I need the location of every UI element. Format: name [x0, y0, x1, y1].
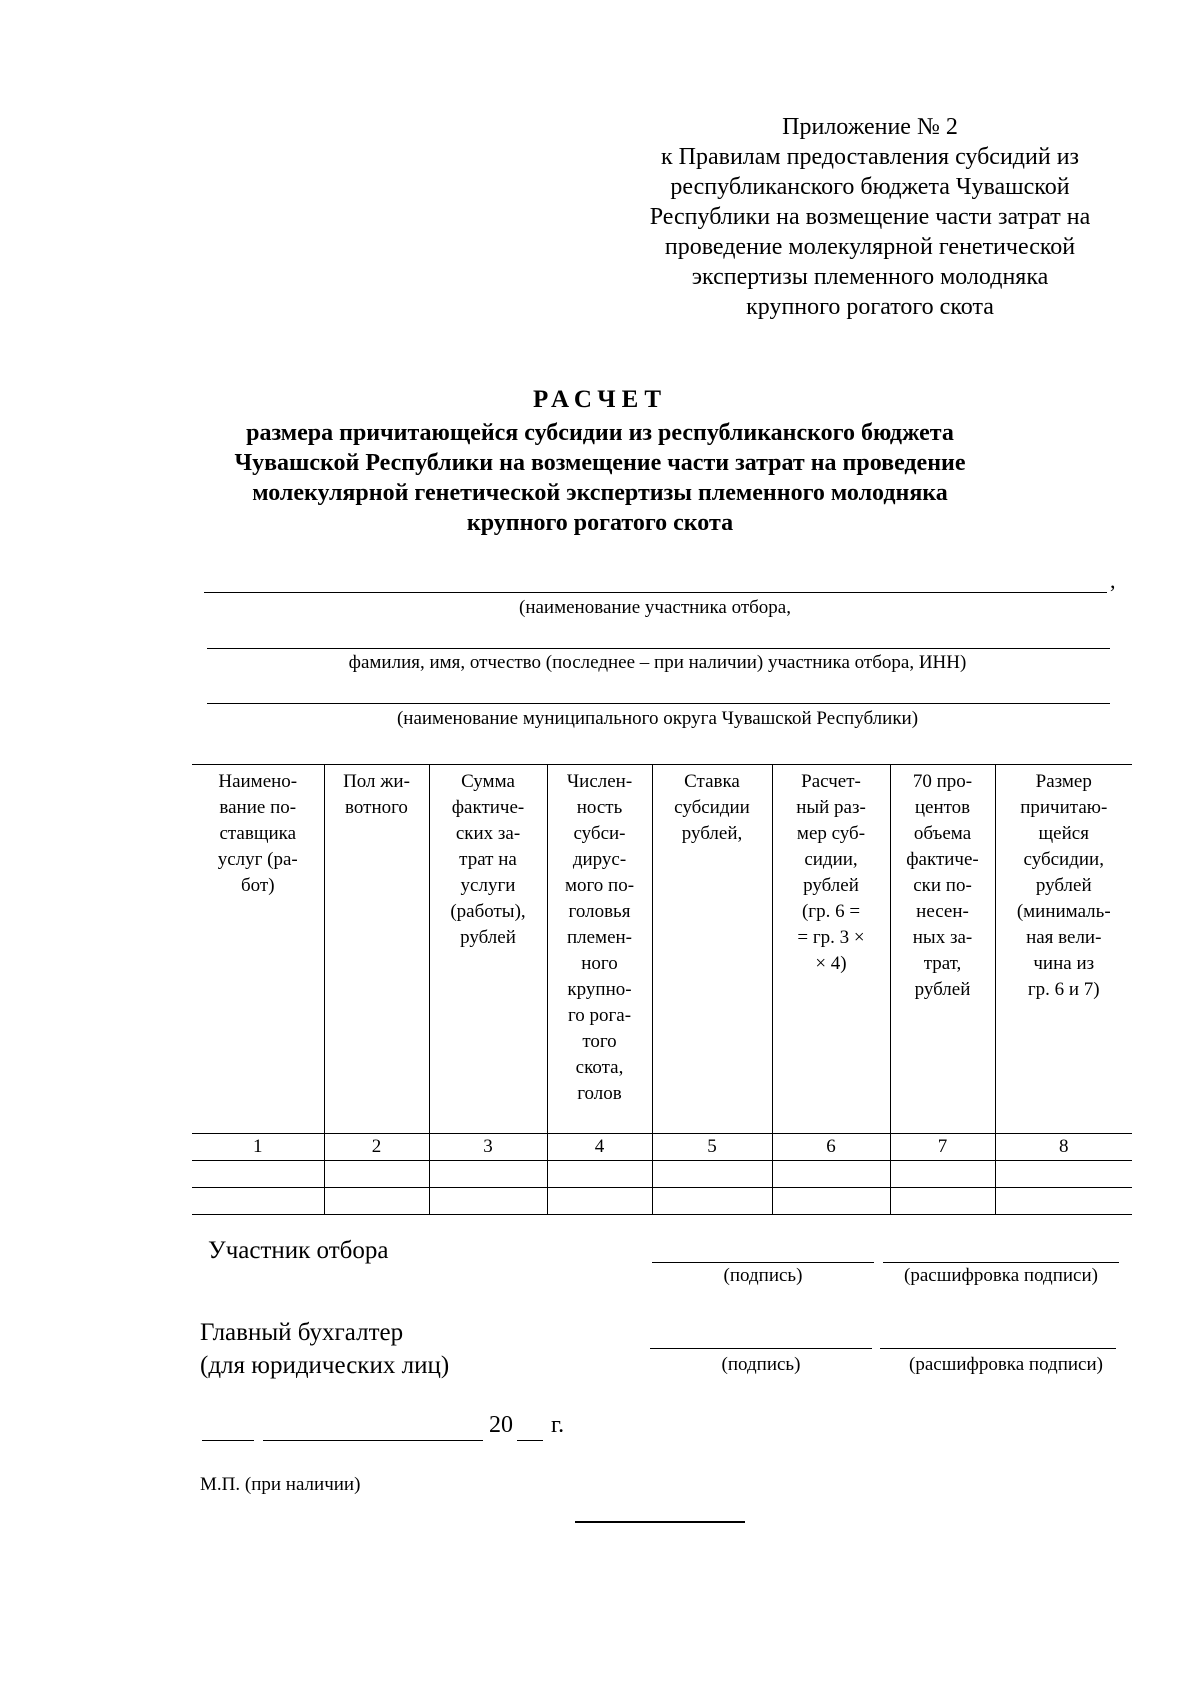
header-line: ность	[576, 797, 623, 818]
header-line: племен-	[566, 927, 633, 948]
accountant-label: Главный бухгалтер	[200, 1319, 404, 1346]
header-line: Пол жи-	[343, 771, 410, 792]
calculation-table	[192, 764, 1132, 1215]
header-line: ских за-	[455, 823, 521, 844]
header-line: щейся	[1038, 823, 1089, 844]
header-line: бот)	[240, 875, 275, 896]
table-cell[interactable]	[192, 1161, 324, 1188]
accountant-decoding-line[interactable]	[880, 1348, 1116, 1349]
header-line: рублей	[460, 927, 516, 948]
comma: ,	[1110, 568, 1116, 593]
header-line: Размер	[1035, 771, 1092, 792]
header-line: чина из	[1033, 953, 1095, 974]
municipality-line[interactable]	[207, 703, 1110, 704]
table-cell[interactable]	[652, 1161, 772, 1188]
header-line: сидии,	[804, 849, 858, 870]
participant-fio-line[interactable]	[207, 648, 1110, 649]
signature-caption: (подпись)	[721, 1354, 801, 1375]
table-cell[interactable]	[652, 1188, 772, 1215]
table-row	[192, 1161, 1132, 1188]
header-line: ный раз-	[796, 797, 866, 818]
header-line: го рога-	[567, 1005, 632, 1026]
column-number: 8	[995, 1134, 1132, 1161]
header-line: того	[582, 1031, 617, 1052]
column-number: 3	[429, 1134, 547, 1161]
header-line: вотного	[345, 797, 408, 818]
date-year-line[interactable]	[517, 1440, 543, 1441]
table-cell[interactable]	[772, 1188, 890, 1215]
table-cell[interactable]	[547, 1188, 652, 1215]
table-number-row	[192, 1134, 1132, 1161]
column-number: 4	[547, 1134, 652, 1161]
date-year-prefix: 20	[489, 1412, 513, 1438]
header-line: услуг (ра-	[217, 849, 298, 870]
subtitle-line: размера причитающейся субсидии из республиканского бюджета	[246, 420, 954, 446]
header-line: ного	[581, 953, 618, 974]
header-calculated-subsidy	[772, 765, 890, 1134]
table-cell[interactable]	[429, 1188, 547, 1215]
decoding-caption: (расшифровка подписи)	[909, 1354, 1103, 1375]
header-line: рублей	[914, 979, 971, 1000]
table-cell[interactable]	[995, 1161, 1132, 1188]
table-header-row	[192, 765, 1132, 1134]
end-separator	[575, 1521, 745, 1523]
header-line: гр. 6 и 7)	[1027, 979, 1100, 1000]
header-line: услуги	[460, 875, 516, 896]
appendix-line: экспертизы племенного молодняка	[691, 264, 1049, 290]
participant-name-line[interactable]	[204, 592, 1107, 593]
header-line: трат на	[459, 849, 517, 870]
table-row	[192, 1188, 1132, 1215]
header-line: дирус-	[572, 849, 627, 870]
document-title: РАСЧЕТ	[532, 386, 667, 413]
participant-name-caption: (наименование участника отбора,	[519, 597, 791, 618]
header-line: × 4)	[815, 953, 847, 974]
stamp-label: М.П. (при наличии)	[200, 1474, 361, 1495]
header-line: ставщика	[219, 823, 297, 844]
header-line: = гр. 3 ×	[797, 927, 865, 948]
header-line: мого по-	[564, 875, 635, 896]
header-line: рублей,	[681, 823, 743, 844]
participant-decoding-line[interactable]	[883, 1262, 1119, 1263]
header-livestock-count	[547, 765, 652, 1134]
subtitle-line: крупного рогатого скота	[466, 510, 734, 536]
header-line: трат,	[923, 953, 962, 974]
appendix-line: Республики на возмещение части затрат на	[649, 204, 1091, 230]
table-cell[interactable]	[890, 1161, 995, 1188]
appendix-line: крупного рогатого скота	[746, 294, 994, 320]
header-line: фактиче-	[451, 797, 525, 818]
column-number: 5	[652, 1134, 772, 1161]
header-line: ных за-	[912, 927, 973, 948]
header-line: (минималь-	[1016, 901, 1111, 922]
table-cell[interactable]	[324, 1161, 429, 1188]
header-line: субси-	[573, 823, 626, 844]
table-cell[interactable]	[192, 1188, 324, 1215]
header-line: голов	[577, 1083, 622, 1104]
header-line: (гр. 6 =	[801, 901, 861, 922]
date-month-line[interactable]	[263, 1440, 483, 1441]
document-subtitle	[150, 418, 1050, 538]
date-day-line[interactable]	[202, 1440, 254, 1441]
header-line: причитаю-	[1020, 797, 1108, 818]
header-actual-costs	[429, 765, 547, 1134]
header-line: вание по-	[219, 797, 297, 818]
column-number: 2	[324, 1134, 429, 1161]
header-line: 70 про-	[912, 771, 973, 792]
header-subsidy-amount	[995, 765, 1132, 1134]
table-cell[interactable]	[995, 1188, 1132, 1215]
header-subsidy-rate	[652, 765, 772, 1134]
header-line: Расчет-	[801, 771, 861, 792]
appendix-line: проведение молекулярной генетической	[664, 234, 1076, 260]
header-line: головья	[568, 901, 631, 922]
header-line: субсидии,	[1023, 849, 1104, 870]
header-line: Наимено-	[218, 771, 298, 792]
header-line: Числен-	[566, 771, 633, 792]
header-line: скота,	[575, 1057, 624, 1078]
accountant-signature-line[interactable]	[650, 1348, 872, 1349]
appendix-line: республиканского бюджета Чувашской	[670, 174, 1070, 200]
header-animal-sex	[324, 765, 429, 1134]
table-cell[interactable]	[547, 1161, 652, 1188]
header-line: ски по-	[913, 875, 972, 896]
subtitle-line: Чувашской Республики на возмещение части затрат на проведение	[234, 450, 966, 476]
subtitle-line: молекулярной генетической экспертизы племенного молодняка	[252, 480, 948, 506]
header-70-percent	[890, 765, 995, 1134]
column-number: 7	[890, 1134, 995, 1161]
table-cell[interactable]	[324, 1188, 429, 1215]
column-number: 1	[192, 1134, 324, 1161]
signature-caption: (подпись)	[723, 1265, 803, 1286]
table-cell[interactable]	[429, 1161, 547, 1188]
date-suffix: г.	[551, 1412, 565, 1438]
table-cell[interactable]	[890, 1188, 995, 1215]
header-line: объема	[913, 823, 972, 844]
accountant-label-note: (для юридических лиц)	[200, 1352, 450, 1379]
appendix-note	[600, 112, 1140, 322]
header-line: фактиче-	[906, 849, 979, 870]
header-line: крупно-	[567, 979, 632, 1000]
participant-fio-caption: фамилия, имя, отчество (последнее – при наличии) участника отбора, ИНН)	[348, 652, 967, 673]
header-line: рублей	[1035, 875, 1092, 896]
header-line: Сумма	[461, 771, 515, 792]
header-line: рублей	[803, 875, 859, 896]
table-cell[interactable]	[772, 1161, 890, 1188]
header-line: Ставка	[684, 771, 740, 792]
municipality-caption: (наименование муниципального округа Чувашской Республики)	[396, 708, 919, 729]
appendix-line: к Правилам предоставления субсидий из	[660, 144, 1080, 170]
column-number: 6	[772, 1134, 890, 1161]
header-line: ная вели-	[1026, 927, 1102, 948]
header-line: мер суб-	[796, 823, 866, 844]
header-line: (работы),	[450, 901, 526, 922]
header-line: несен-	[916, 901, 969, 922]
header-line: центов	[914, 797, 971, 818]
decoding-caption: (расшифровка подписи)	[904, 1265, 1098, 1286]
appendix-line: Приложение № 2	[782, 114, 958, 140]
header-line: субсидии	[674, 797, 750, 818]
participant-signature-line[interactable]	[652, 1262, 874, 1263]
header-supplier	[192, 765, 324, 1134]
participant-label: Участник отбора	[208, 1237, 389, 1264]
